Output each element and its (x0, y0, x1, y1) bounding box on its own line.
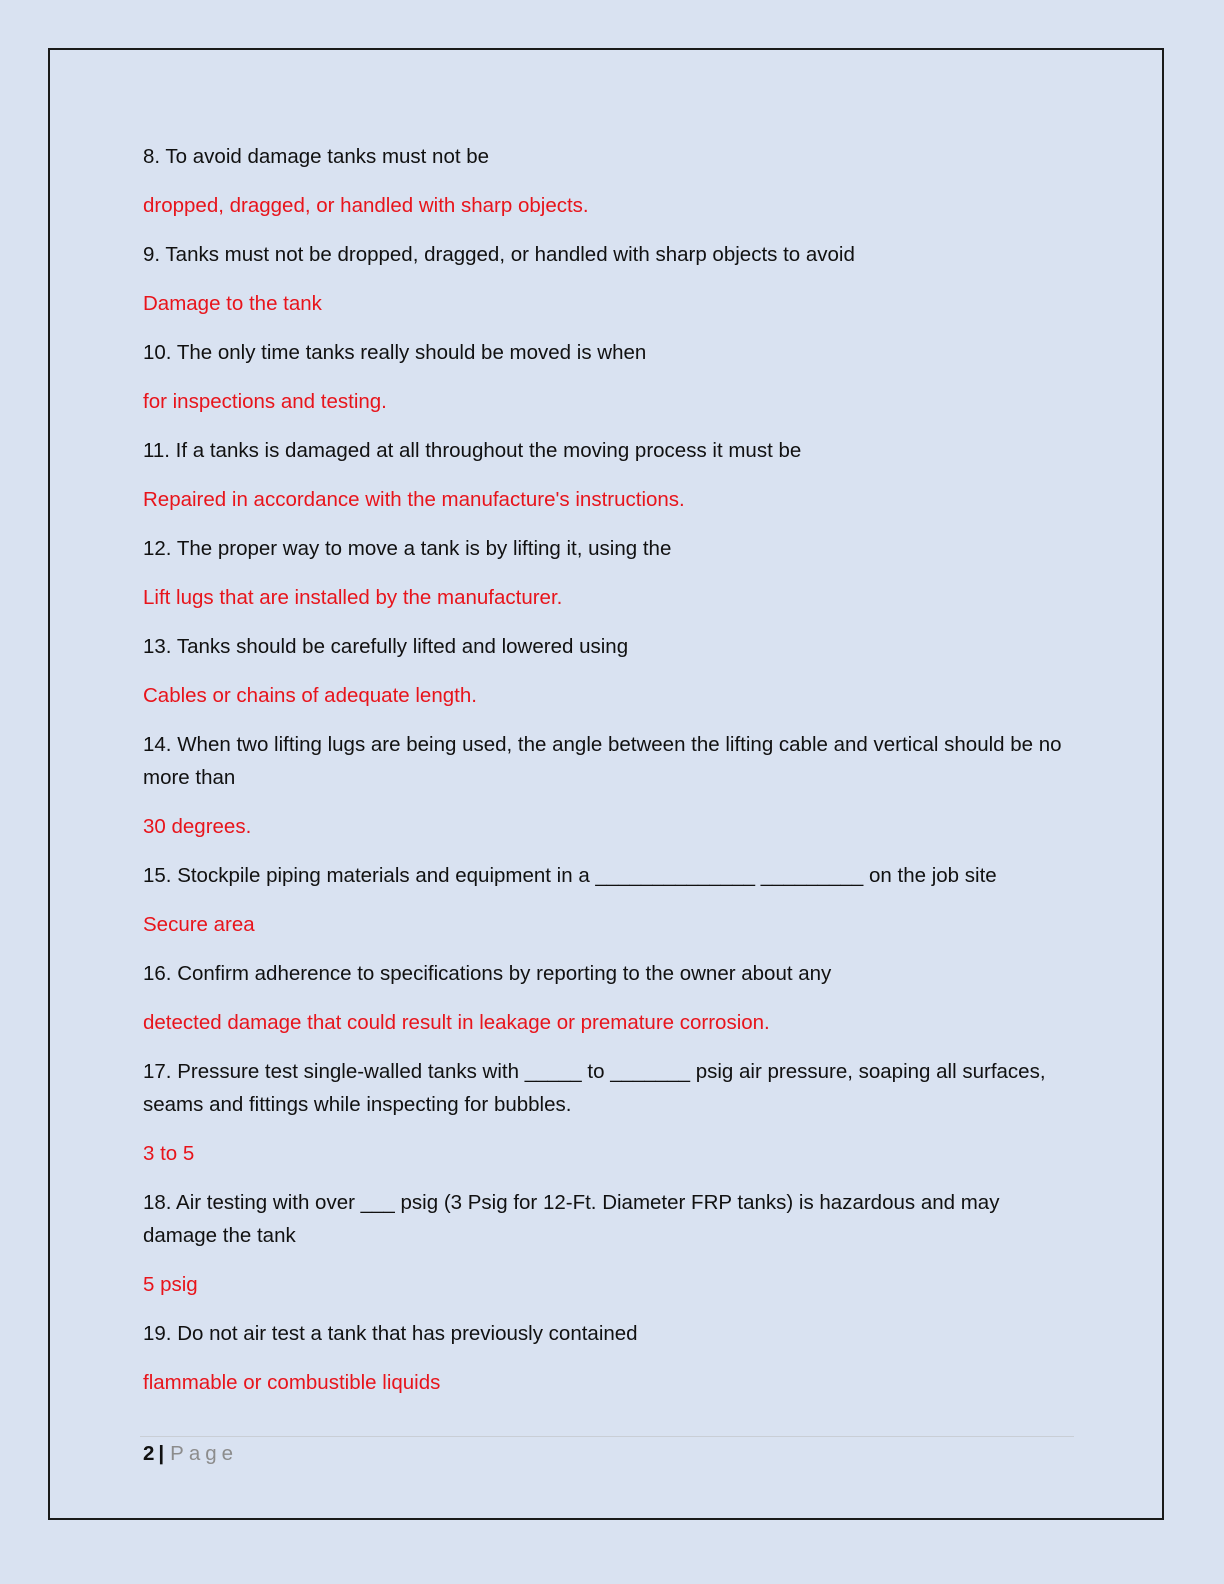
page-number: 2 (143, 1442, 155, 1465)
question-9: 9. Tanks must not be dropped, dragged, or handled with sharp objects to avoid (143, 243, 855, 266)
qa-item-18 (143, 1186, 1078, 1301)
answer-14: 30 degrees. (143, 815, 252, 838)
answer-9: Damage to the tank (143, 292, 322, 315)
qa-item-14 (143, 728, 1078, 843)
question-18: 18. Air testing with over ___ psig (3 Psig for 12-Ft. Diameter FRP tanks) is hazardous and may damage the tank (143, 1191, 1000, 1247)
answer-13: Cables or chains of adequate length. (143, 684, 477, 707)
question-16: 16. Confirm adherence to specifications by reporting to the owner about any (143, 962, 832, 985)
qa-item-8 (143, 140, 1078, 222)
answer-10: for inspections and testing. (143, 390, 387, 413)
question-17: 17. Pressure test single-walled tanks with _____ to _______ psig air pressure, soaping all surfaces, seams and fittings while inspecting for bubbles. (143, 1060, 1046, 1116)
answer-17: 3 to 5 (143, 1142, 195, 1165)
qa-item-16 (143, 957, 1078, 1039)
question-19: 19. Do not air test a tank that has previously contained (143, 1322, 638, 1345)
question-8: 8. To avoid damage tanks must not be (143, 145, 490, 168)
qa-item-13 (143, 630, 1078, 712)
question-14: 14. When two lifting lugs are being used, the angle between the lifting cable and vertical should be no more than (143, 733, 1062, 789)
page-separator: | (158, 1442, 165, 1465)
qa-item-10 (143, 336, 1078, 418)
answer-16: detected damage that could result in leakage or premature corrosion. (143, 1011, 770, 1034)
answer-8: dropped, dragged, or handled with sharp objects. (143, 194, 589, 217)
footer-divider (140, 1436, 1074, 1437)
question-15: 15. Stockpile piping materials and equipment in a ______________ _________ on the job site (143, 864, 997, 887)
qa-item-17 (143, 1055, 1078, 1170)
answer-11: Repaired in accordance with the manufacture's instructions. (143, 488, 685, 511)
page-footer (143, 1440, 238, 1468)
answer-18: 5 psig (143, 1273, 198, 1296)
question-11: 11. If a tanks is damaged at all throughout the moving process it must be (143, 439, 802, 462)
question-12: 12. The proper way to move a tank is by lifting it, using the (143, 537, 672, 560)
qa-item-12 (143, 532, 1078, 614)
qa-item-9 (143, 238, 1078, 320)
question-10: 10. The only time tanks really should be moved is when (143, 341, 647, 364)
qa-list (143, 140, 1078, 1415)
question-13: 13. Tanks should be carefully lifted and lowered using (143, 635, 629, 658)
answer-12: Lift lugs that are installed by the manufacturer. (143, 586, 563, 609)
qa-item-15 (143, 859, 1078, 941)
answer-15: Secure area (143, 913, 255, 936)
answer-19: flammable or combustible liquids (143, 1371, 441, 1394)
qa-item-19 (143, 1317, 1078, 1399)
qa-item-11 (143, 434, 1078, 516)
page-label: Page (170, 1442, 239, 1465)
